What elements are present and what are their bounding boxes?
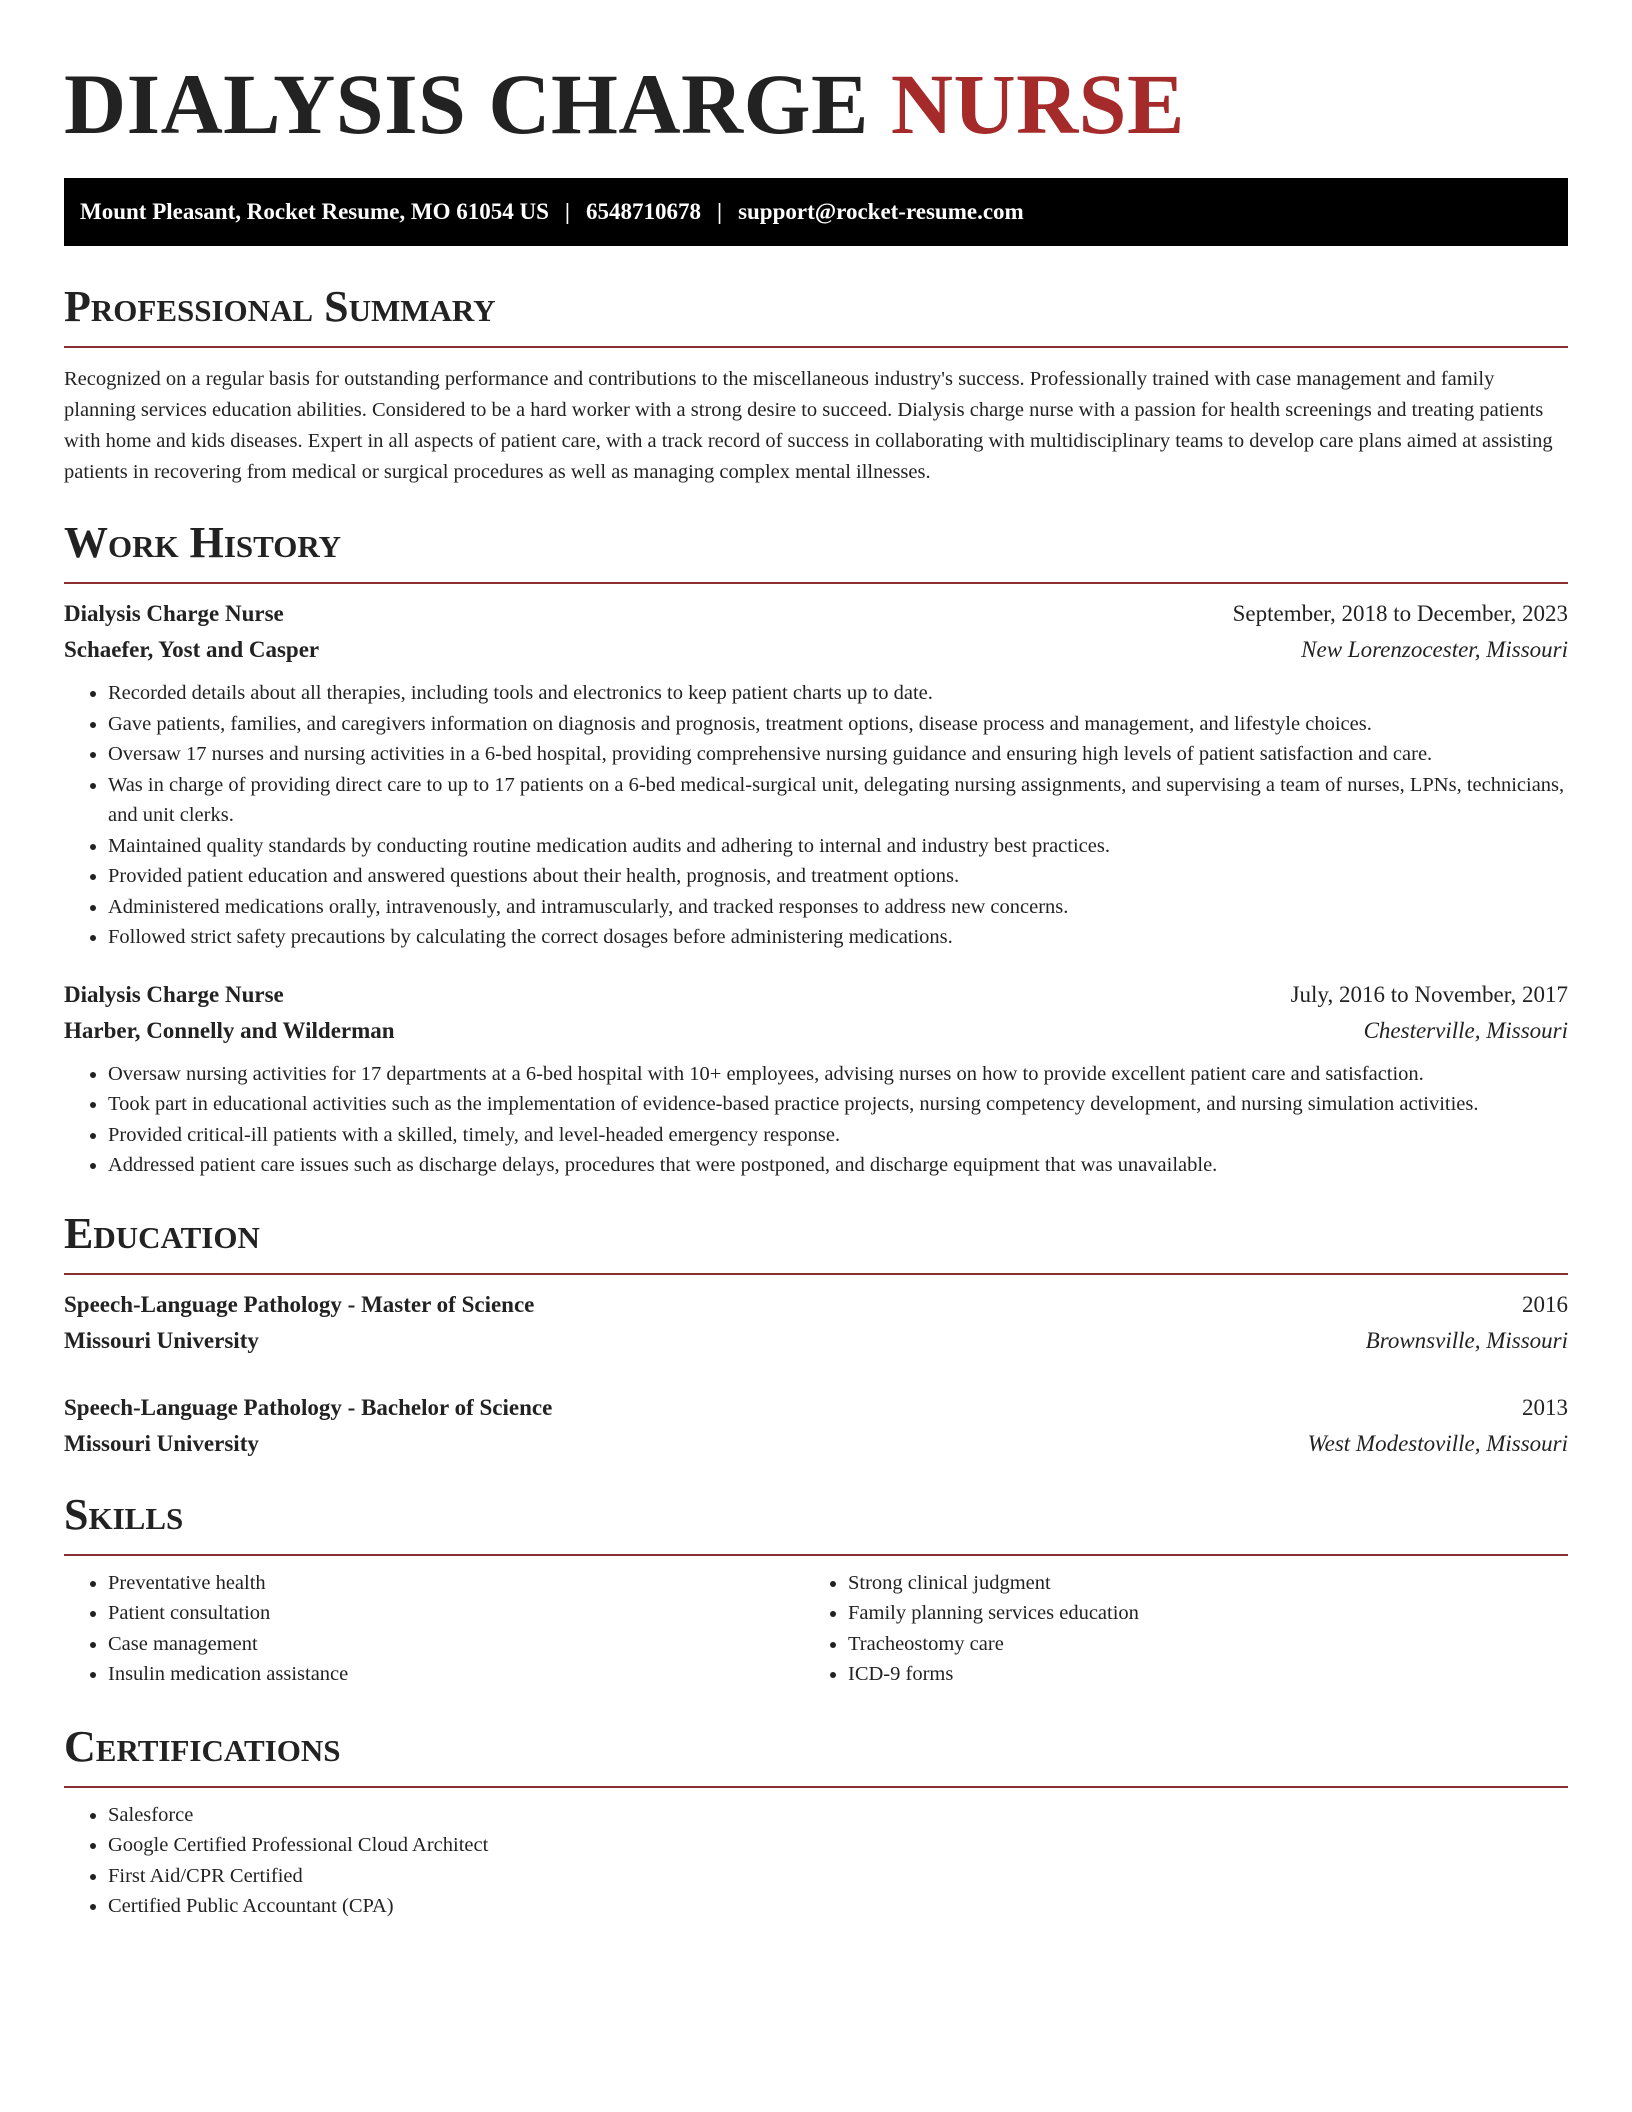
job-location: Chesterville, Missouri	[1363, 1017, 1568, 1043]
skills-grid	[64, 1568, 1568, 1690]
education-school: Missouri University	[64, 1430, 259, 1456]
section-heading-skills: Skills	[64, 1489, 184, 1539]
education-year: 2013	[1522, 1394, 1568, 1420]
contact-separator: |	[564, 199, 570, 224]
job-duty-item: • Provided patient education and answered questions about their health, prognosis, and treatment options.	[108, 861, 1568, 892]
job-duty-item: • Addressed patient care issues such as discharge delays, procedures that were postponed, and discharge equipment that was unavailable.	[108, 1150, 1568, 1181]
work-history-section	[64, 516, 1568, 1181]
contact-separator: |	[716, 199, 723, 224]
certifications-section	[64, 1720, 1568, 1922]
contact-bar	[64, 178, 1568, 246]
job-duty-item: • Gave patients, families, and caregivers information on diagnosis and prognosis, treatment options, disease process and management, and lifestyle choices.	[108, 709, 1568, 740]
certification-item: • Certified Public Accountant (CPA)	[108, 1891, 1568, 1922]
section-divider	[64, 1554, 1568, 1556]
certifications-list	[64, 1800, 1568, 1922]
job-duty-item: • Followed strict safety precautions by calculating the correct dosages before administering medications.	[108, 922, 1568, 953]
section-heading-summary: Professional Summary	[64, 282, 496, 331]
skill-item: • Case management	[108, 1629, 804, 1660]
job-entry	[64, 977, 1568, 1181]
job-dates: July, 2016 to November, 2017	[1290, 981, 1568, 1007]
job-duty-item: • Maintained quality standards by conducting routine medication audits and adhering to internal and industry best practices.	[108, 831, 1568, 862]
job-duties-list	[64, 678, 1568, 953]
education-section	[64, 1207, 1568, 1462]
education-year: 2016	[1522, 1291, 1568, 1317]
job-duty-item: • Administered medications orally, intravenously, and intramuscularly, and tracked responses to address new concerns.	[108, 892, 1568, 923]
skill-item: • Patient consultation	[108, 1598, 804, 1629]
education-entry	[64, 1287, 1568, 1359]
job-location: New Lorenzocester, Missouri	[1301, 637, 1568, 662]
job-duty-item: • Oversaw 17 nurses and nursing activities in a 6-bed hospital, providing comprehensive nursing guidance and ensuring high levels of patient satisfaction and care.	[108, 739, 1568, 770]
title-accent: NURSE	[890, 56, 1185, 152]
job-company: Harber, Connelly and Wilderman	[64, 1017, 395, 1043]
skills-list-right	[804, 1568, 1544, 1690]
job-company: Schaefer, Yost and Casper	[64, 637, 320, 662]
skill-item: • Family planning services education	[848, 1598, 1544, 1629]
job-entry	[64, 596, 1568, 953]
education-location: Brownsville, Missouri	[1365, 1327, 1568, 1353]
certification-item: • Salesforce	[108, 1800, 1568, 1831]
contact-phone: 6548710678	[585, 199, 701, 224]
job-title: Dialysis Charge Nurse	[64, 601, 284, 626]
job-duty-item: • Provided critical-ill patients with a skilled, timely, and level-headed emergency response.	[108, 1120, 1568, 1151]
job-duty-item: • Took part in educational activities such as the implementation of evidence-based practice projects, nursing competency development, and nursing simulation activities.	[108, 1089, 1568, 1120]
skills-section	[64, 1488, 1568, 1690]
job-duties-list	[64, 1059, 1568, 1181]
section-divider	[64, 346, 1568, 348]
job-header-row	[64, 977, 1568, 1013]
job-duty-item: • Was in charge of providing direct care to up to 17 patients on a 6-bed medical-surgical unit, delegating nursing assignments, and supervising a team of nurses, LPNs, technicians, and unit clerks.	[108, 770, 1568, 831]
section-heading-certifications: Certifications	[64, 1721, 341, 1771]
job-duty-item: • Oversaw nursing activities for 17 departments at a 6-bed hospital with 10+ employees, advising nurses on how to provide excellent patient care and satisfaction.	[108, 1059, 1568, 1090]
job-header-row	[64, 596, 1568, 632]
skill-item: • Insulin medication assistance	[108, 1659, 804, 1690]
education-degree: Speech-Language Pathology - Bachelor of Science	[64, 1394, 553, 1420]
education-degree-row	[64, 1390, 1568, 1426]
section-heading-work-history: Work History	[64, 518, 342, 567]
education-school-row	[64, 1323, 1568, 1359]
contact-address: Mount Pleasant, Rocket Resume, MO 61054 US	[80, 199, 549, 224]
section-heading-education: Education	[64, 1208, 260, 1258]
resume-title	[64, 0, 1568, 152]
title-main: DIALYSIS CHARGE	[64, 56, 869, 152]
education-degree: Speech-Language Pathology - Master of Science	[64, 1291, 535, 1317]
contact-email[interactable]: support@rocket-resume.com	[738, 199, 1024, 224]
certification-item: • First Aid/CPR Certified	[108, 1861, 1568, 1892]
skill-item: • ICD-9 forms	[848, 1659, 1544, 1690]
certification-item: • Google Certified Professional Cloud Architect	[108, 1830, 1568, 1861]
education-entry	[64, 1390, 1568, 1462]
job-company-row	[64, 1013, 1568, 1049]
skills-list-left	[64, 1568, 804, 1690]
job-title: Dialysis Charge Nurse	[64, 981, 284, 1007]
skill-item: • Strong clinical judgment	[848, 1568, 1544, 1599]
education-school: Missouri University	[64, 1327, 259, 1353]
section-divider	[64, 1786, 1568, 1788]
section-divider	[64, 1273, 1568, 1275]
section-divider	[64, 582, 1568, 584]
education-location: West Modestoville, Missouri	[1307, 1430, 1568, 1456]
education-school-row	[64, 1426, 1568, 1462]
job-duty-item: • Recorded details about all therapies, including tools and electronics to keep patient charts up to date.	[108, 678, 1568, 709]
education-degree-row	[64, 1287, 1568, 1323]
summary-section	[64, 280, 1568, 488]
summary-text: Recognized on a regular basis for outstanding performance and contributions to the miscellaneous industry's success. Professionally trained with case management and family planning services education abilities. Considered to be a hard worker with a strong desire to succeed. Dialysis charge nurse with a passion for health screenings and treating patients with home and kids diseases. Expert in all aspects of patient care, with a track record of success in collaborating with multidisciplinary teams to develop care plans aimed at assisting patients in recovering from medical or surgical procedures as well as managing complex mental illnesses.	[64, 368, 1553, 483]
skill-item: • Tracheostomy care	[848, 1629, 1544, 1660]
job-company-row	[64, 632, 1568, 668]
job-dates: September, 2018 to December, 2023	[1232, 601, 1568, 626]
skill-item: • Preventative health	[108, 1568, 804, 1599]
